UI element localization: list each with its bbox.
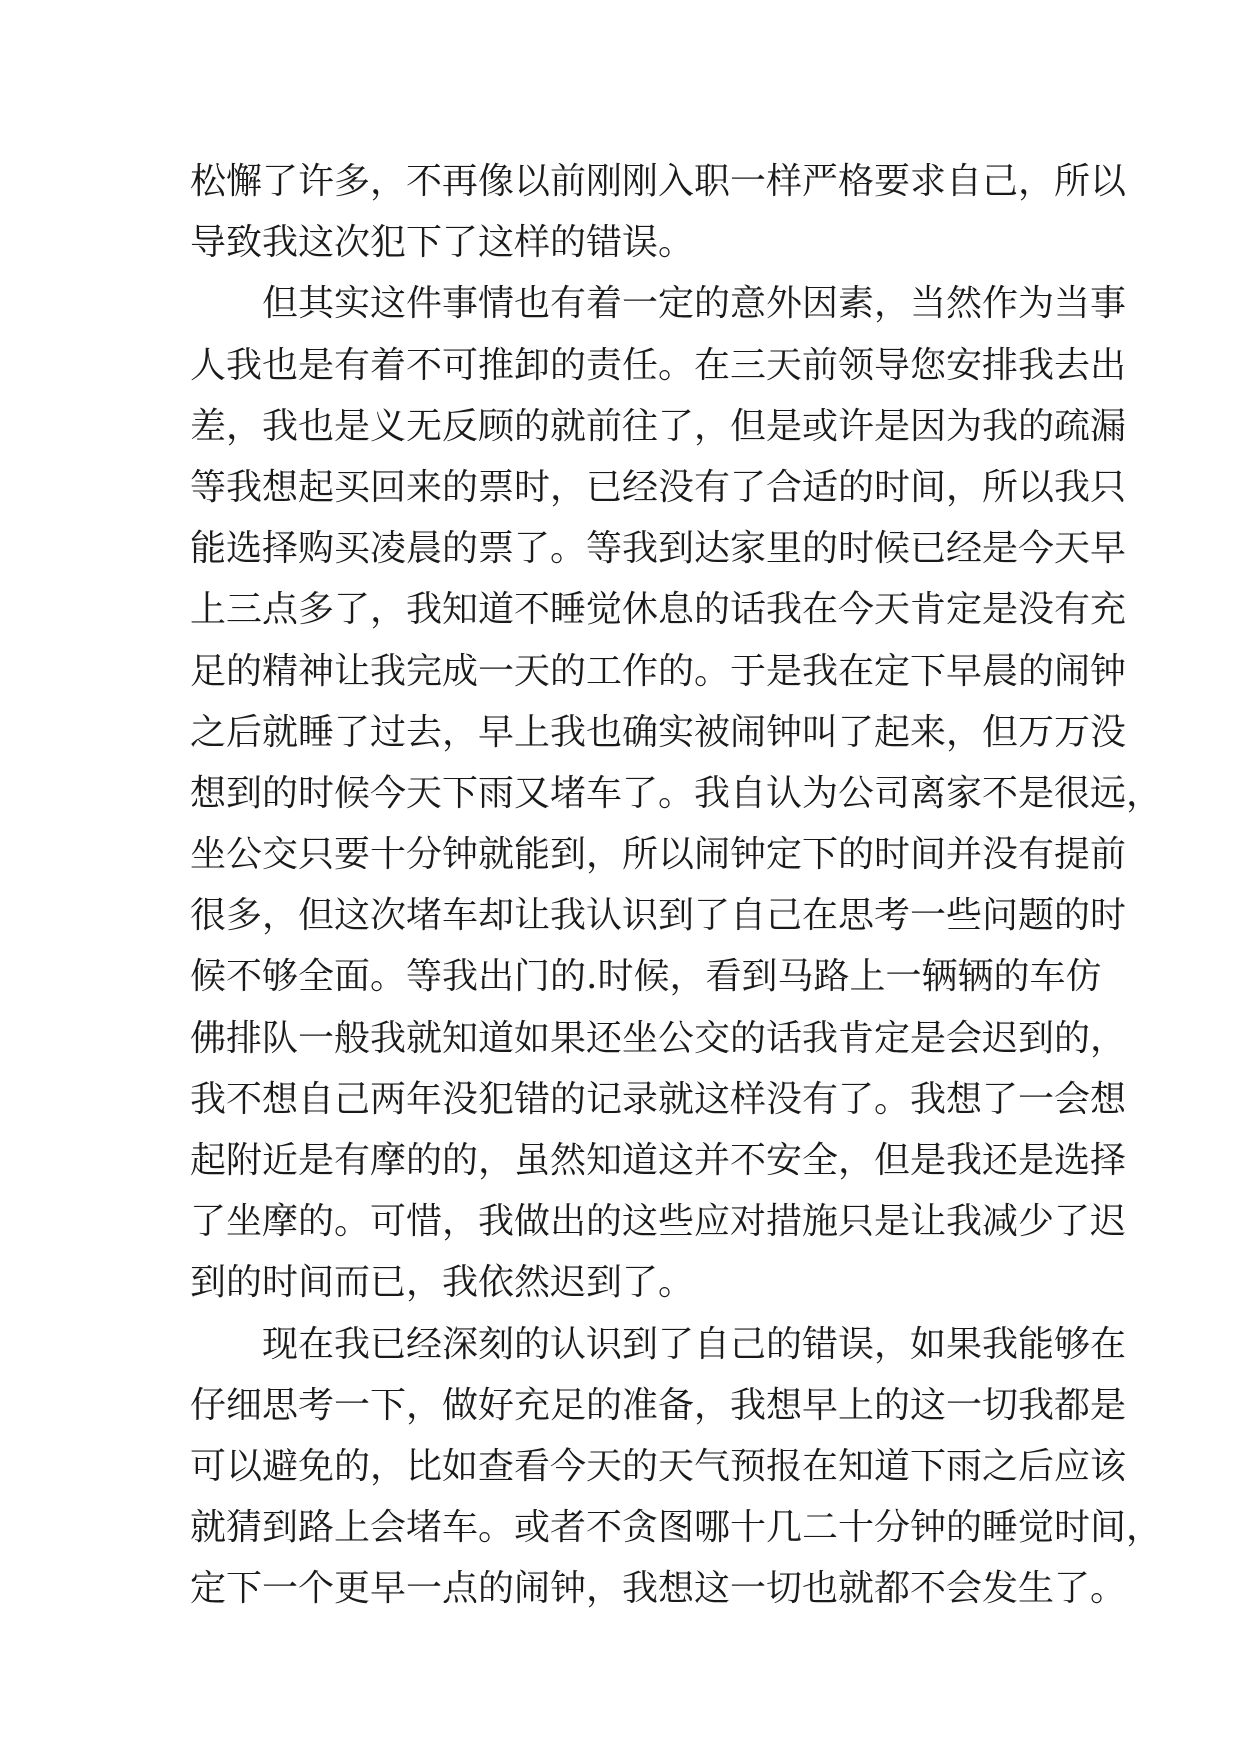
text-line: 很多，但这次堵车却让我认识到了自己在思考一些问题的时 [190,895,1127,937]
text-line: 导致我这次犯下了这样的错误。 [190,222,695,264]
text-line: 但其实这件事情也有着一定的意外因素，当然作为当事 [262,283,1127,325]
text-line: 上三点多了，我知道不睡觉休息的话我在今天肯定是没有充 [190,589,1127,631]
text-line: 到的时间而已，我依然迟到了。 [190,1262,695,1304]
text-line: 候不够全面。等我出门的.时候，看到马路上一辆辆的车仿 [190,956,1102,998]
text-line: 等我想起买回来的票时，已经没有了合适的时间，所以我只 [190,466,1127,508]
text-line: 可以避免的，比如查看今天的天气预报在知道下雨之后应该 [190,1445,1127,1487]
text-line: 差，我也是义无反顾的就前往了，但是或许是因为我的疏漏 [190,405,1127,447]
text-line: 坐公交只要十分钟就能到，所以闹钟定下的时间并没有提前 [190,834,1127,876]
text-line: 人我也是有着不可推卸的责任。在三天前领导您安排我去出 [190,344,1127,386]
text-line: 松懈了许多，不再像以前刚刚入职一样严格要求自己，所以 [190,161,1127,202]
text-line: 之后就睡了过去，早上我也确实被闹钟叫了起来，但万万没 [190,711,1127,753]
text-line: 仔细思考一下，做好充足的准备，我想早上的这一切我都是 [190,1384,1127,1426]
text-line: 我不想自己两年没犯错的记录就这样没有了。我想了一会想 [190,1078,1127,1120]
text-line: 起附近是有摩的的，虽然知道这并不安全，但是我还是选择 [190,1140,1127,1181]
text-line: 足的精神让我完成一天的工作的。于是我在定下早晨的闹钟 [190,650,1127,692]
text-line: 能选择购买凌晨的票了。等我到达家里的时候已经是今天早 [190,528,1127,570]
text-line: 定下一个更早一点的闹钟，我想这一切也就都不会发生了。 [190,1568,1127,1610]
body-text [190,151,1163,1620]
text-line: 想到的时候今天下雨又堵车了。我自认为公司离家不是很远， [190,772,1163,814]
text-line: 就猜到路上会堵车。或者不贪图哪十几二十分钟的睡觉时间， [190,1507,1163,1549]
text-line: 了坐摩的。可惜，我做出的这些应对措施只是让我减少了迟 [190,1201,1127,1243]
text-line: 佛排队一般我就知道如果还坐公交的话我肯定是会迟到的， [190,1017,1127,1059]
text-line: 现在我已经深刻的认识到了自己的错误，如果我能够在 [262,1323,1127,1365]
